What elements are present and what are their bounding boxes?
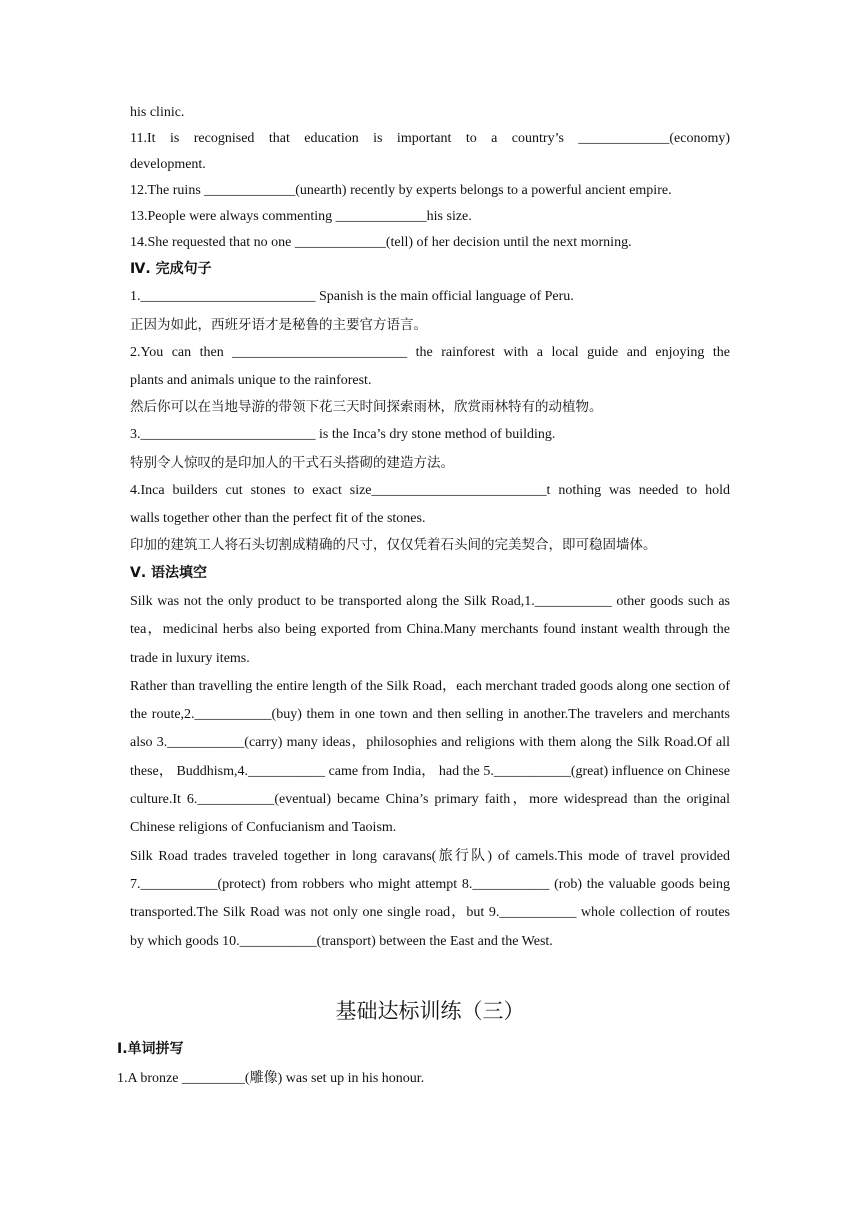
s5-paragraph-2: Rather than travelling the entire length of the Silk Road，each merchant traded goods along one section of the route,2.___________(buy) them in one town and then selling in another.The travelers and merchants also 3.___________(carry) many ideas，philosophies and religions with them along the Silk Road.Of all these， Buddhism,4.___________ came from India， had the 5.___________(great) influence on Chinese culture.It 6.___________(eventual) became China’s primary faith，more widespread than the original Chinese religions of Confucianism and Taoism.: [130, 678, 730, 836]
part-3-question-1: 1.A bronze _________(雕像) was set up in his honour.: [117, 1070, 425, 1086]
s4-question-4-cont: walls together other than the perfect fit of the stones.: [130, 511, 426, 526]
s4-question-2: 2.You can then _________________________ the rainforest with a local guide and enjoying the: [130, 345, 730, 360]
s5-paragraph-3: Silk Road trades traveled together in long caravans(旅行队) of camels.This mode of travel provided 7.___________(protect) from robbers who might attempt 8.___________ (rob) the valuable goods being transported.The Silk Road was not only one single road，but 9.___________ whole collection of routes by which goods 10.___________(transport) between the East and the West.: [130, 848, 730, 949]
question-12: 12.The ruins _____________(unearth) recently by experts belongs to a powerful ancient empire.: [130, 183, 672, 198]
s5-paragraph-1: Silk was not the only product to be transported along the Silk Road,1.___________ other goods such as tea，medicinal herbs also being exported from China.Many merchants found instant wealth through the trade in luxury items.: [130, 594, 730, 666]
s4-question-3: 3._________________________ is the Inca’s dry stone method of building.: [130, 427, 556, 442]
text-line: his clinic.: [130, 105, 185, 120]
s4-question-1: 1._________________________ Spanish is the main official language of Peru.: [130, 289, 574, 304]
question-11-cont: development.: [130, 157, 206, 172]
part-3-title: 基础达标训练（三）: [335, 998, 525, 1023]
question-13: 13.People were always commenting _____________his size.: [130, 209, 472, 224]
part-3-heading: I.单词拼写: [117, 1040, 184, 1057]
question-11: 11.It is recognised that education is important to a country’s _____________(economy): [130, 131, 730, 146]
s4-question-4-translation: 印加的建筑工人将石头切割成精确的尺寸，仅仅凭着石头间的完美契合，即可稳固墙体。: [130, 537, 657, 553]
section-4-heading: Ⅳ. 完成句子: [130, 261, 212, 277]
s4-question-4: 4.Inca builders cut stones to exact size_________________________t nothing was needed to hold: [130, 483, 730, 498]
document-page: [117, 100, 730, 1092]
section-5-heading: Ⅴ. 语法填空: [130, 565, 208, 581]
question-14: 14.She requested that no one _____________(tell) of her decision until the next morning.: [130, 235, 632, 250]
s4-question-2-cont: plants and animals unique to the rainforest.: [130, 373, 372, 388]
s4-question-1-translation: 正因为如此，西班牙语才是秘鲁的主要官方语言。: [130, 317, 427, 333]
s4-question-3-translation: 特别令人惊叹的是印加人的干式石头搭砌的建造方法。: [130, 455, 454, 471]
s4-question-2-translation: 然后你可以在当地导游的带领下花三天时间探索雨林，欣赏雨林特有的动植物。: [130, 399, 603, 415]
